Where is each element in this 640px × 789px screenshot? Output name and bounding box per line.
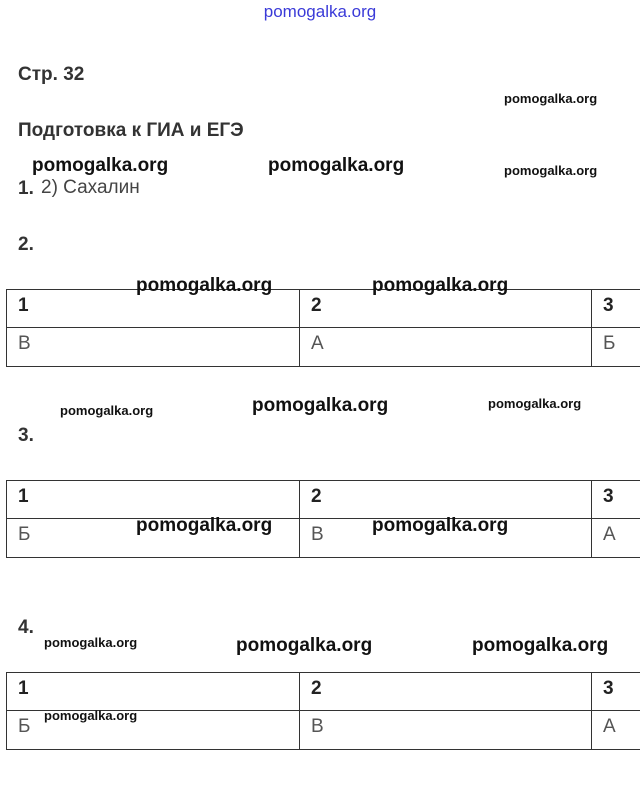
page-number: Стр. 32: [18, 64, 85, 85]
table-cell: В: [6, 327, 299, 366]
table-divider: [6, 557, 640, 558]
watermark: pomogalka.org: [252, 395, 389, 416]
watermark: pomogalka.org: [44, 635, 138, 650]
table-header-cell: 3: [591, 480, 640, 518]
task-3-answer-table: [6, 480, 640, 558]
task-2-number: 2.: [18, 234, 34, 255]
table-divider: [6, 749, 640, 750]
task-1-answer: 2) Сахалин: [41, 177, 140, 198]
table-cell: А: [591, 710, 640, 749]
watermark: pomogalka.org: [60, 403, 154, 418]
table-header-cell: 2: [299, 289, 591, 327]
watermark: pomogalka.org: [268, 155, 405, 176]
table-header-row: [6, 289, 640, 327]
watermark: pomogalka.org: [504, 91, 598, 106]
table-header-cell: 2: [299, 480, 591, 518]
watermark: pomogalka.org: [472, 635, 609, 656]
table-header-cell: 2: [299, 672, 591, 710]
task-2-answer-table: [6, 289, 640, 367]
table-header-row: [6, 480, 640, 518]
watermark: pomogalka.org: [372, 275, 509, 296]
watermark: pomogalka.org: [32, 155, 169, 176]
table-cell: Б: [6, 518, 299, 557]
table-row: [6, 327, 640, 366]
watermark: pomogalka.org: [44, 708, 138, 723]
section-title: Подготовка к ГИА и ЕГЭ: [18, 120, 244, 141]
table-header-cell: 1: [6, 672, 299, 710]
table-header-cell: 3: [591, 289, 640, 327]
watermark: pomogalka.org: [136, 275, 273, 296]
table-header-cell: 3: [591, 672, 640, 710]
table-header-row: [6, 672, 640, 710]
table-header-cell: 1: [6, 480, 299, 518]
task-4-number: 4.: [18, 617, 34, 638]
table-cell: В: [299, 710, 591, 749]
table-cell: А: [591, 518, 640, 557]
table-cell: А: [299, 327, 591, 366]
table-row: [6, 518, 640, 557]
watermark: pomogalka.org: [504, 163, 598, 178]
watermark: pomogalka.org: [136, 515, 273, 536]
table-cell: Б: [591, 327, 640, 366]
table-divider: [6, 366, 640, 367]
site-header-link[interactable]: pomogalka.org: [263, 2, 377, 21]
task-3-number: 3.: [18, 425, 34, 446]
watermark: pomogalka.org: [372, 515, 509, 536]
task-1-number: 1.: [18, 178, 34, 199]
watermark: pomogalka.org: [236, 635, 373, 656]
table-cell: В: [299, 518, 591, 557]
table-header-cell: 1: [6, 289, 299, 327]
table-cell: Б: [6, 710, 299, 749]
watermark: pomogalka.org: [488, 396, 582, 411]
